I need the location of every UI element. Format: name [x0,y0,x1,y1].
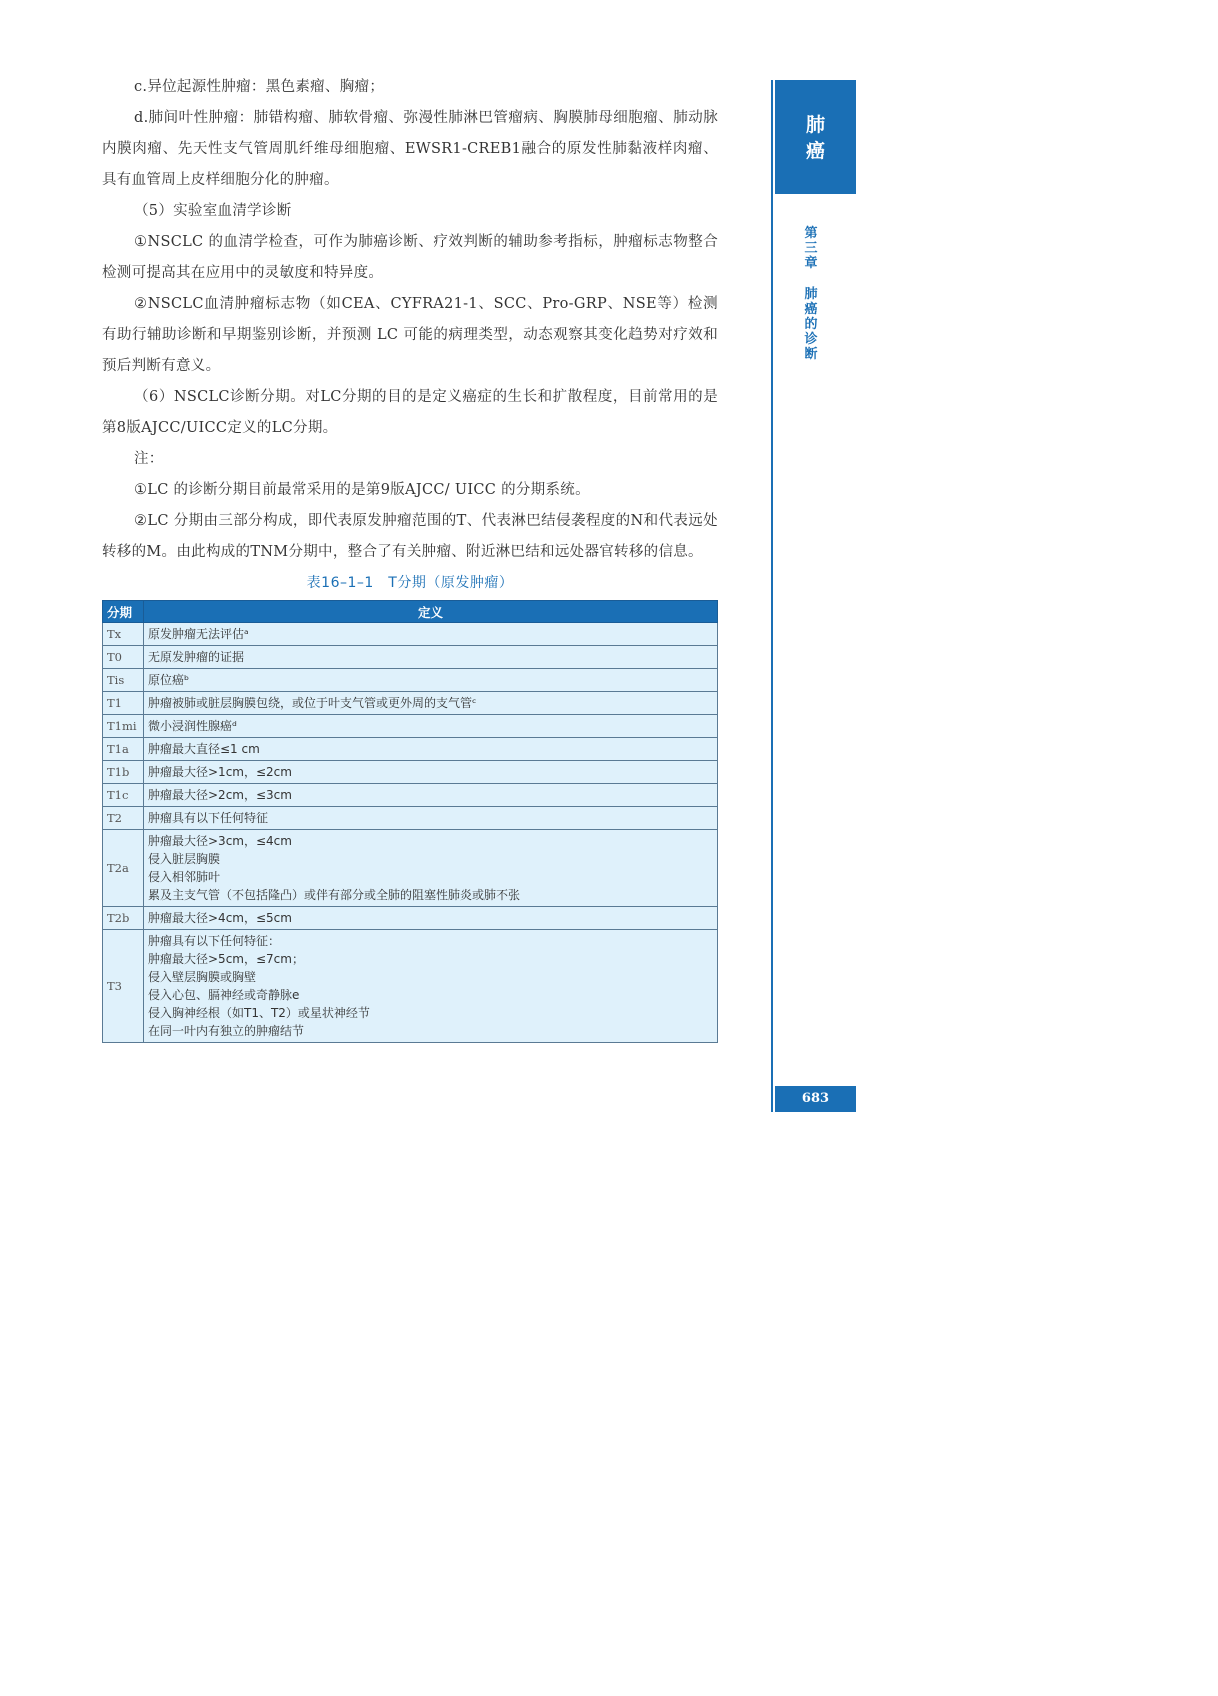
table-row [103,692,718,715]
stage-cell: T0 [103,646,144,669]
paragraph: c.异位起源性肿瘤：黑色素瘤、胸瘤； [134,79,385,95]
stage-cell: T2 [103,807,144,830]
chapter-char: 三 [804,241,818,256]
table-row [103,830,718,907]
definition-cell [144,669,718,692]
table-body [103,623,718,1043]
table-row [103,669,718,692]
header-definition: 定义 [144,601,718,623]
definition-line: 侵入脏层胸膜 [148,852,221,866]
stage-cell: T1b [103,761,144,784]
definition-line: 原位癌ᵇ [148,673,190,687]
definition-cell [144,715,718,738]
stage-cell: T2a [103,830,144,907]
paragraph: ①NSCLC 的血清学检查，可作为肺癌诊断、疗效判断的辅助参考指标，肿瘤标志物整合检测可提高其在应用中的灵敏度和特异度。 [102,234,718,281]
definition-cell [144,692,718,715]
definition-cell [144,807,718,830]
definition-line: 微小浸润性腺癌ᵈ [148,719,237,733]
chapter-tab [775,80,856,194]
stage-cell: T3 [103,930,144,1043]
stage-cell: T1a [103,738,144,761]
table-row [103,715,718,738]
paragraph: ②NSCLC血清肿瘤标志物（如CEA、CYFRA21-1、SCC、Pro-GRP、NSE等）检测有助行辅助诊断和早期鉴别诊断，并预测 LC 可能的病理类型，动态观察其变化趋势对疗效和预后判断有意义。 [102,296,718,374]
table-row [103,784,718,807]
header-stage: 分期 [103,601,144,623]
paragraph: （6）NSCLC诊断分期。对LC分期的目的是定义癌症的生长和扩散程度，目前常用的是第8版AJCC/UICC定义的LC分期。 [102,389,718,436]
section-char: 癌 [804,302,818,317]
definition-cell [144,646,718,669]
paragraph: ①LC 的诊断分期目前最常采用的是第9版AJCC/ UICC 的分期系统。 [134,482,590,498]
definition-cell [144,784,718,807]
definition-cell [144,623,718,646]
definition-line: 肿瘤最大径>3cm，≤4cm [148,834,292,848]
definition-cell [144,830,718,907]
section-char: 的 [804,317,818,332]
definition-line: 在同一叶内有独立的肿瘤结节 [148,1024,305,1038]
tab-char: 肺 [805,114,825,136]
chapter-char: 第 [804,226,818,241]
section-char: 诊 [804,332,818,347]
section-char: 肺 [804,287,818,302]
table-row [103,807,718,830]
definition-line: 侵入胸神经根（如T1、T2）或星状神经节 [148,1006,370,1020]
definition-line: 肿瘤最大径>4cm，≤5cm [148,911,292,925]
definition-line: 肿瘤最大径>1cm，≤2cm [148,765,292,779]
table-row [103,761,718,784]
paragraph: ②LC 分期由三部分构成，即代表原发肿瘤范围的T、代表淋巴结侵袭程度的N和代表远处转移的M。由此构成的TNM分期中，整合了有关肿瘤、附近淋巴结和远处器官转移的信息。 [102,513,718,560]
page-number: 683 [775,1086,856,1112]
definition-line: 无原发肿瘤的证据 [148,650,245,664]
definition-cell [144,761,718,784]
definition-line: 肿瘤最大径>5cm，≤7cm； [148,952,304,966]
definition-cell [144,738,718,761]
paragraph: 注： [134,451,164,467]
definition-line: 肿瘤最大径>2cm，≤3cm [148,788,292,802]
table-row [103,930,718,1043]
definition-line: 肿瘤最大直径≤1 cm [148,742,260,756]
definition-line: 原发肿瘤无法评估ᵃ [148,627,249,641]
definition-line: 肿瘤具有以下任何特征 [148,811,269,825]
definition-cell [144,930,718,1043]
section-char: 断 [804,347,818,362]
stage-cell: Tis [103,669,144,692]
chapter-label [798,226,824,362]
definition-cell [144,907,718,930]
table-row [103,623,718,646]
definition-line: 侵入相邻肺叶 [148,870,221,884]
main-content [102,72,718,1043]
tab-char: 癌 [805,140,825,162]
table-row [103,907,718,930]
definition-line: 侵入壁层胸膜或胸壁 [148,970,257,984]
definition-line: 侵入心包、膈神经或奇静脉e [148,988,300,1002]
stage-cell: T1mi [103,715,144,738]
chapter-char: 章 [804,256,818,271]
table-row [103,646,718,669]
table-title: 表16–1–1 T分期（原发肿瘤） [306,575,514,591]
paragraph: d.肺间叶性肿瘤：肺错构瘤、肺软骨瘤、弥漫性肺淋巴管瘤病、胸膜肺母细胞瘤、肺动脉内膜肉瘤、先天性支气管周肌纤维母细胞瘤、EWSR1-CREB1融合的原发性肺黏液样肉瘤、具有血管周上皮样细胞分化的肿瘤。 [102,110,718,188]
definition-line: 肿瘤具有以下任何特征： [148,934,281,948]
stage-cell: T2b [103,907,144,930]
definition-line: 累及主支气管（不包括隆凸）或伴有部分或全肺的阻塞性肺炎或肺不张 [148,888,521,902]
definition-line: 肿瘤被肺或脏层胸膜包绕，或位于叶支气管或更外周的支气管ᶜ [148,696,477,710]
t-stage-table [102,600,718,1043]
table-header-row [103,601,718,623]
sidebar-rule [771,80,773,1112]
stage-cell: T1c [103,784,144,807]
table-row [103,738,718,761]
paragraph: （5）实验室血清学诊断 [134,203,292,219]
stage-cell: T1 [103,692,144,715]
stage-cell: Tx [103,623,144,646]
